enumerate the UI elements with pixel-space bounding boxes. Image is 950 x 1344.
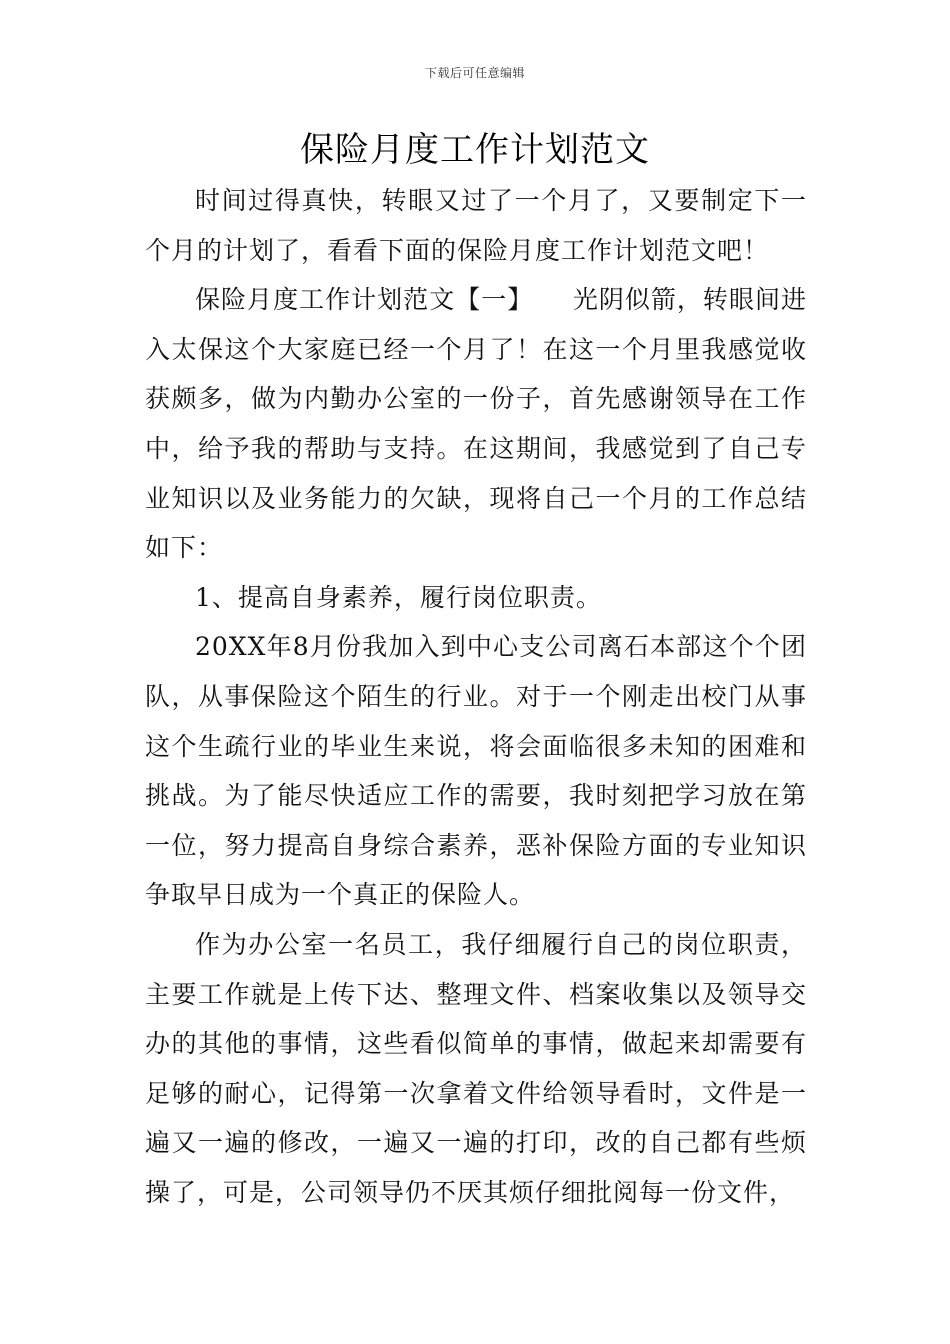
document-body xyxy=(145,176,807,1217)
paragraph-office-duties: 作为办公室一名员工，我仔细履行自己的岗位职责，主要工作就是上传下达、整理文件、档案收集以及领导交办的其他的事情，这些看似简单的事情，做起来却需要有足够的耐心，记得第一次拿着文件给领导看时，文件是一遍又一遍的修改，一遍又一遍的打印，改的自己都有些烦操了，可是，公司领导仍不厌其烦仔细批阅每一份文件， xyxy=(145,929,807,1207)
paragraph-intro: 时间过得真快，转眼又过了一个月了，又要制定下一个月的计划了，看看下面的保险月度工作计划范文吧！ xyxy=(145,186,807,265)
paragraph-section-heading: 1、提高自身素养，履行岗位职责。 xyxy=(195,582,602,612)
paragraph-plan-one: 保险月度工作计划范文【一】 光阴似箭，转眼间进入太保这个大家庭已经一个月了！在这一个月里我感觉收获颇多，做为内勤办公室的一份子，首先感谢领导在工作中，给予我的帮助与支持。在这期间，我感觉到了自己专业知识以及业务能力的欠缺，现将自己一个月的工作总结如下： xyxy=(145,285,807,563)
document-title: 保险月度工作计划范文 xyxy=(300,130,650,170)
header-note: 下载后可任意编辑 xyxy=(424,66,525,80)
paragraph-joining: 20XX年8月份我加入到中心支公司离石本部这个个团队，从事保险这个陌生的行业。对于一个刚走出校门从事这个生疏行业的毕业生来说，将会面临很多未知的困难和挑战。为了能尽快适应工作的需要，我时刻把学习放在第一位，努力提高自身综合素养，恶补保险方面的专业知识争取早日成为一个真正的保险人。 xyxy=(145,632,807,910)
